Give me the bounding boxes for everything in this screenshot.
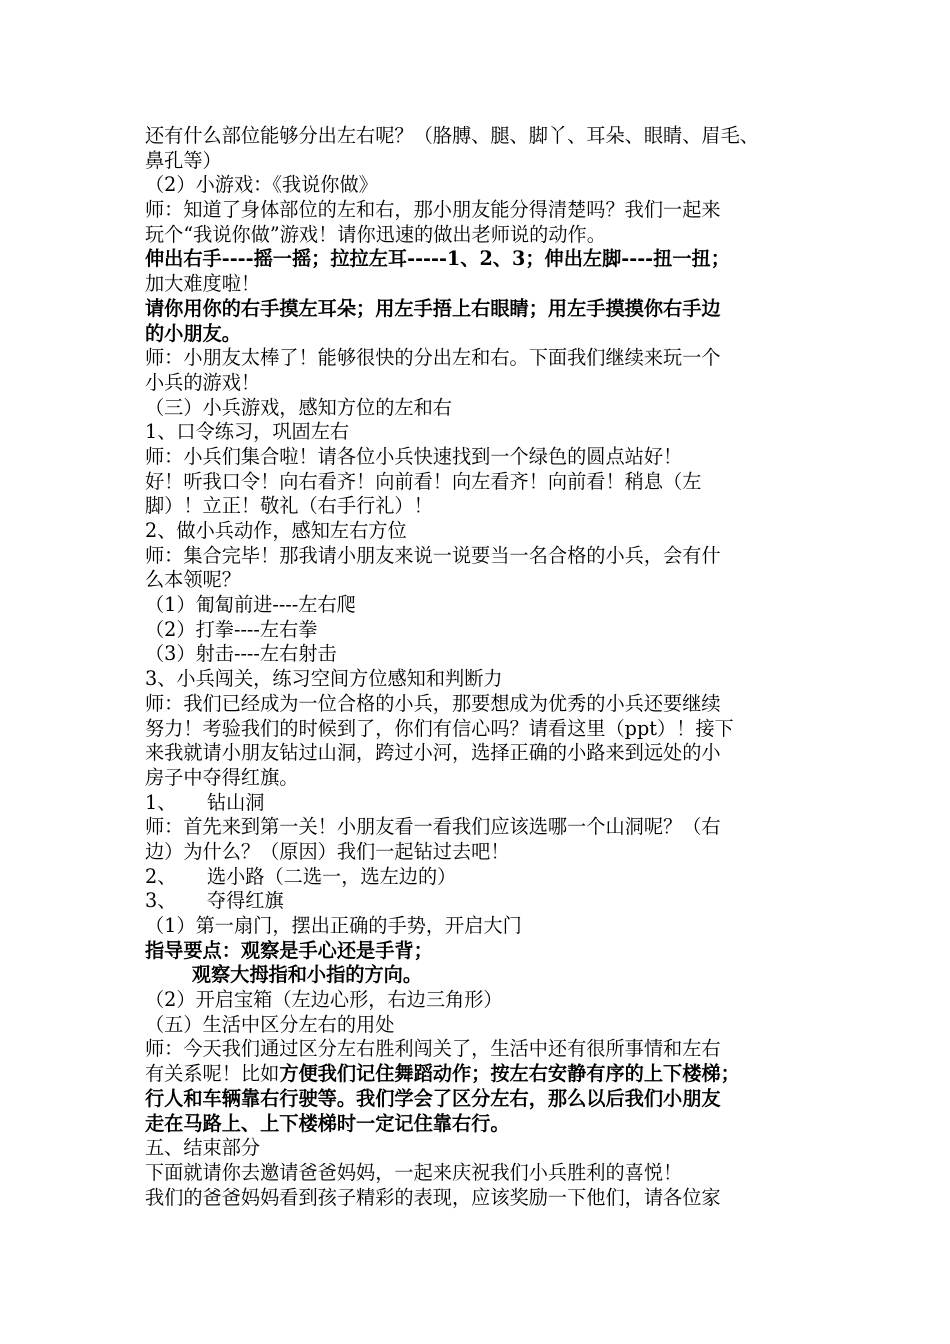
text-run-bold: 方便我们记住舞蹈动作；按左右安静有序的上下楼梯； (279, 1062, 740, 1086)
text-line: （2）小游戏：《我说你做》 (145, 173, 378, 197)
text-line: 房子中夺得红旗。 (145, 765, 299, 789)
text-line-bold: 指导要点：观察是手心还是手背； (145, 938, 433, 962)
text-line: 来我就请小朋友钻过山洞，跨过小河，选择正确的小路来到远处的小 (145, 741, 721, 765)
document-body (145, 124, 825, 1210)
text-line: 边）为什么？（原因）我们一起钻过去吧！ (145, 839, 510, 863)
text-line: 1、口令练习，巩固左右 (145, 420, 350, 444)
text-line: 师：首先来到第一关！小朋友看一看我们应该选哪一个山洞呢？（右 (145, 815, 721, 839)
text-line: 么本领呢？ (145, 568, 241, 592)
text-line: （2）开启宝箱（左边心形，右边三角形） (145, 988, 503, 1012)
text-line: 我们的爸爸妈妈看到孩子精彩的表现，应该奖励一下他们，请各位家 (145, 1185, 721, 1209)
text-line-mixed (145, 1062, 825, 1087)
text-line: 3、小兵闯关，练习空间方位感知和判断力 (145, 667, 503, 691)
text-line-bold: 伸出右手----摇一摇；拉拉左耳-----1、2、3；伸出左脚----扭一扭； (145, 247, 730, 271)
text-line: 2、 选小路（二选一，选左边的） (145, 864, 457, 888)
text-line: 师：今天我们通过区分左右胜利闯关了，生活中还有很所事情和左右 (145, 1037, 721, 1061)
text-line: 师：知道了身体部位的左和右，那小朋友能分得清楚吗？我们一起来 (145, 198, 721, 222)
text-line: （3）射击----左右射击 (145, 642, 337, 666)
text-line: 3、 夺得红旗 (145, 889, 284, 913)
section-heading: （三）小兵游戏，感知方位的左和右 (145, 395, 452, 419)
text-line: （1）匍匐前进----左右爬 (145, 593, 356, 617)
text-line-bold: 请你用你的右手摸左耳朵；用左手捂上右眼睛；用左手摸摸你右手边 (145, 296, 721, 320)
text-line: 师：小朋友太棒了！能够很快的分出左和右。下面我们继续来玩一个 (145, 346, 721, 370)
text-line: 2、做小兵动作，感知左右方位 (145, 519, 407, 542)
text-line: 努力！考验我们的时候到了，你们有信心吗？请看这里（ppt）！接下 (145, 716, 734, 740)
text-line-bold: 走在马路上、上下楼梯时一定记住靠右行。 (145, 1111, 510, 1135)
text-line: 1、 钻山洞 (145, 790, 265, 814)
text-line: 小兵的游戏！ (145, 370, 261, 394)
text-line: 好！听我口令！向右看齐！向前看！向左看齐！向前看！稍息（左 (145, 469, 702, 493)
text-line: 玩个“我说你做”游戏！请你迅速的做出老师说的动作。 (145, 222, 606, 246)
text-line-bold: 的小朋友。 (145, 321, 241, 345)
text-line: 师：我们已经成为一位合格的小兵，那要想成为优秀的小兵还要继续 (145, 691, 721, 715)
text-line-bold: 行人和车辆靠右行驶等。我们学会了区分左右，那么以后我们小朋友 (145, 1086, 721, 1110)
text-line: 还有什么部位能够分出左右呢？（胳膊、腿、脚丫、耳朵、眼睛、眉毛、 (145, 124, 759, 147)
text-line: （1）第一扇门，摆出正确的手势，开启大门 (145, 914, 522, 937)
text-run: 有关系呢！比如 (145, 1062, 280, 1086)
text-line: （2）打拳----左右拳 (145, 617, 318, 641)
text-line: 鼻孔等） (145, 148, 222, 172)
section-heading: 五、结束部分 (145, 1136, 261, 1160)
section-heading: （五）生活中区分左右的用处 (145, 1012, 395, 1036)
text-line: 师：集合完毕！那我请小朋友来说一说要当一名合格的小兵，会有什 (145, 543, 721, 567)
text-line-bold: 观察大拇指和小指的方向。 (145, 963, 423, 987)
text-line: 师：小兵们集合啦！请各位小兵快速找到一个绿色的圆点站好！ (145, 444, 683, 468)
text-line: 脚）！立正！敬礼（右手行礼）！ (145, 494, 433, 518)
text-line: 加大难度啦！ (145, 272, 261, 296)
text-line: 下面就请你去邀请爸爸妈妈，一起来庆祝我们小兵胜利的喜悦！ (145, 1160, 683, 1184)
